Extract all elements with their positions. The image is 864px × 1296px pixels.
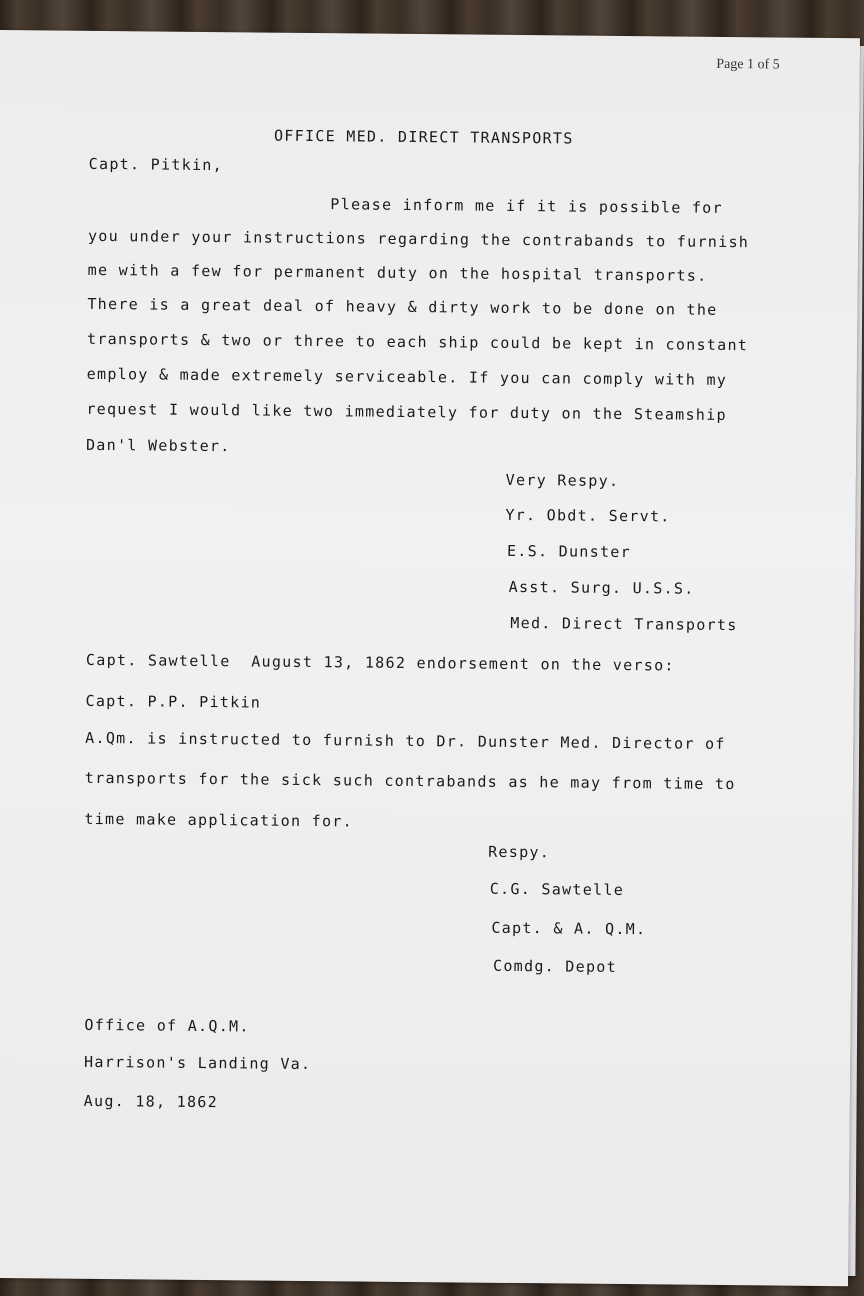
endorsement-line: A.Qm. is instructed to furnish to Dr. Dunster Med. Director of	[85, 728, 726, 753]
endorsement-line: time make application for.	[84, 809, 354, 831]
page-number: Page 1 of 5	[716, 56, 780, 73]
signature-line: E.S. Dunster	[506, 541, 632, 562]
endorsement-addressee: Capt. P.P. Pitkin	[85, 691, 262, 712]
body-line: request I would like two immediately for duty on the Steamship	[86, 399, 727, 424]
signature-line: Yr. Obdt. Servt.	[505, 505, 671, 526]
body-line: me with a few for permanent duty on the hospital transports.	[87, 260, 708, 285]
endorsement-intro: Capt. Sawtelle August 13, 1862 endorsement on the verso:	[85, 650, 675, 675]
body-line: transports & two or three to each ship could be kept in constant	[86, 329, 749, 355]
office-line: Aug. 18, 1862	[83, 1091, 219, 1112]
body-line: Dan'l Webster.	[85, 435, 231, 456]
signature-line: Very Respy.	[505, 470, 620, 490]
endorsement-signature-line: C.G. Sawtelle	[489, 879, 625, 900]
signature-line: Med. Direct Transports	[510, 613, 738, 635]
office-line: Office of A.Q.M.	[84, 1015, 250, 1036]
document-page	[0, 30, 860, 1286]
body-line: you under your instructions regarding the contrabands to furnish	[87, 226, 750, 252]
office-line: Harrison's Landing Va.	[84, 1052, 312, 1074]
endorsement-signature-line: Comdg. Depot	[492, 956, 618, 976]
document-header: OFFICE MED. DIRECT TRANSPORTS	[273, 126, 574, 148]
body-line: There is a great deal of heavy & dirty work to be done on the	[87, 294, 718, 319]
endorsement-signature-line: Respy.	[488, 842, 551, 862]
endorsement-signature-line: Capt. & A. Q.M.	[491, 918, 647, 939]
signature-line: Asst. Surg. U.S.S.	[508, 577, 695, 598]
body-line: employ & made extremely serviceable. If you can comply with my	[86, 364, 728, 389]
body-line: Please inform me if it is possible for	[330, 195, 723, 217]
salutation: Capt. Pitkin,	[88, 154, 224, 175]
endorsement-line: transports for the sick such contrabands as he may from time to	[84, 768, 736, 794]
